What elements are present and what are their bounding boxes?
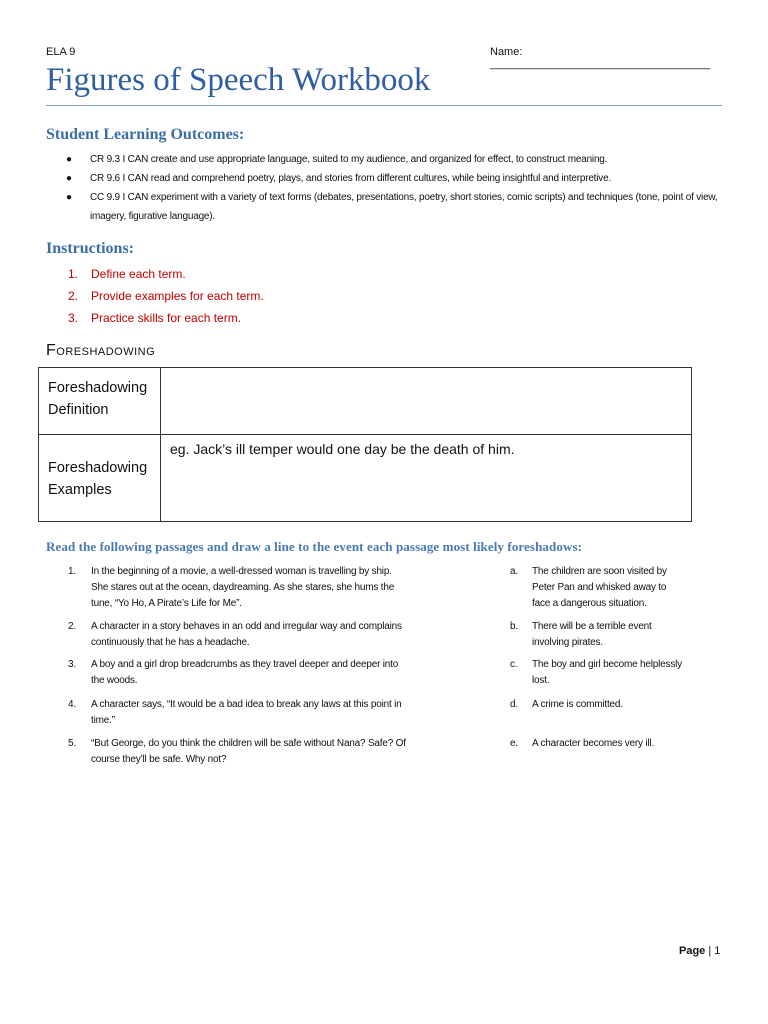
outcomes-heading: Student Learning Outcomes: [46, 126, 245, 143]
passage-number: 2. [68, 621, 76, 632]
page-title: Figures of Speech Workbook [46, 62, 431, 98]
passage-number: 4. [68, 699, 76, 710]
event-text: A character becomes very ill. [532, 738, 655, 749]
page-footer [679, 945, 720, 957]
outcome-item [66, 188, 726, 226]
page-separator: | [705, 945, 715, 957]
definition-label: Foreshadowing Definition [39, 368, 161, 434]
bullet-icon: ● [66, 173, 72, 184]
instruction-number: 2. [68, 289, 79, 303]
event-letter: e. [510, 738, 518, 749]
instruction-text: Provide examples for each term. [91, 289, 264, 303]
examples-cell[interactable]: eg. Jack’s ill temper would one day be the death of him. [170, 441, 515, 457]
event-text: A crime is committed. [532, 699, 623, 710]
course-label: ELA 9 [46, 46, 76, 58]
instructions-list [68, 263, 668, 329]
name-field: Name: ____________________________________ [490, 46, 711, 70]
instructions-heading: Instructions: [46, 240, 135, 257]
examples-label: Foreshadowing Examples [39, 435, 161, 521]
instruction-text: Define each term. [91, 267, 186, 281]
passage-number: 5. [68, 738, 76, 749]
passage-number: 1. [68, 566, 76, 577]
outcome-text: CR 9.6 I CAN read and comprehend poetry, plays, and stories from different cultures, while being insightful and interpretive. [90, 173, 612, 184]
outcomes-list [66, 150, 726, 226]
event-text: There will be a terrible event involving pirates. [532, 621, 652, 648]
instruction-item [68, 263, 668, 285]
passage-number: 3. [68, 659, 76, 670]
passage-text: A character in a story behaves in an odd and irregular way and complains continuously that he has a headache. [91, 621, 402, 648]
page-number: 1 [714, 945, 721, 957]
event-letter: d. [510, 699, 518, 710]
outcome-text: CR 9.3 I CAN create and use appropriate language, suited to my audience, and organized for effect, to construct meaning. [90, 154, 608, 165]
instruction-text: Practice skills for each term. [91, 311, 242, 325]
instruction-item [68, 307, 668, 329]
instruction-number: 3. [68, 311, 79, 325]
matching-instruction: Read the following passages and draw a line to the event each passage most likely foreshadows: [46, 539, 583, 554]
foreshadowing-heading-text: Foreshadowing [46, 342, 156, 359]
passage-text: In the beginning of a movie, a well-dressed woman is travelling by ship. She stares out at the ocean, daydreaming. As she stares, she hums the tune, “Yo Ho, A Pirate’s Life for Me”. [91, 566, 395, 609]
passage-text: A character says, “It would be a bad idea to break any laws at this point in time.” [91, 699, 402, 726]
outcome-item [66, 169, 726, 188]
event-letter: a. [510, 566, 518, 577]
event-text: The children are soon visited by Peter Pan and whisked away to face a dangerous situation. [532, 566, 667, 609]
event-letter: b. [510, 621, 518, 632]
foreshadowing-heading [46, 342, 155, 360]
title-divider [46, 105, 722, 106]
examples-row [39, 435, 691, 521]
event-letter: c. [510, 659, 518, 670]
instruction-number: 1. [68, 267, 79, 281]
bullet-icon: ● [66, 192, 72, 203]
passage-text: A boy and a girl drop breadcrumbs as they travel deeper and deeper into the woods. [91, 659, 399, 686]
definition-row [39, 368, 691, 435]
passage-text: “But George, do you think the children will be safe without Nana? Safe? Of course they’ll be safe. Why not? [91, 738, 406, 765]
event-text: The boy and girl become helplessly lost. [532, 659, 682, 686]
instruction-item [68, 285, 668, 307]
outcome-text: CC 9.9 I CAN experiment with a variety of text forms (debates, presentations, poetry, short stories, comic scripts) and techniques (tone, point of view, imagery, figurative language). [90, 192, 718, 222]
page-label: Page [679, 945, 706, 957]
bullet-icon: ● [66, 154, 72, 165]
foreshadowing-table [38, 367, 692, 522]
outcome-item [66, 150, 726, 169]
